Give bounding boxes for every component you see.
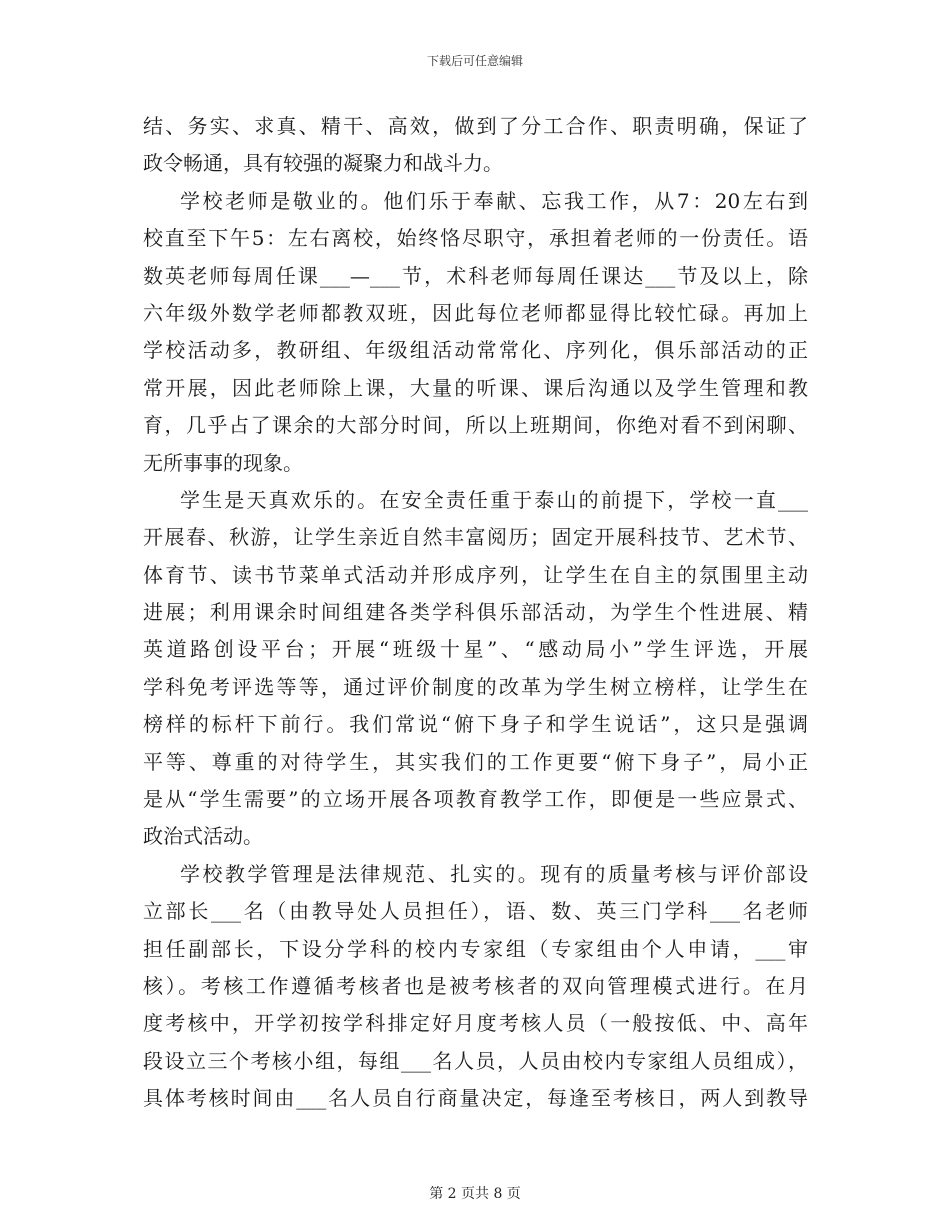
text-line: 学生是天真欢乐的。在安全责任重于泰山的前提下，学校一直___ — [180, 487, 808, 512]
text-line: 体育节、读书节菜单式活动并形成序列，让学生在自主的氛围里主动 — [143, 562, 808, 587]
text-line: 度考核中，开学初按学科排定好月度考核人员（一般按低、中、高年 — [143, 1011, 808, 1036]
text-line: 进展；利用课余时间组建各类学科俱乐部活动，为学生个性进展、精 — [143, 600, 808, 625]
text-line: 数英老师每周任课___—___节，术科老师每周任课达___节及以上，除 — [143, 263, 808, 288]
text-line: 平等、尊重的对待学生，其实我们的工作更要“俯下身子”，局小正 — [143, 749, 808, 774]
text-line: 学校教学管理是法律规范、扎实的。现有的质量考核与评价部设 — [180, 861, 808, 886]
text-line: 英道路创设平台；开展“班级十星”、“感动局小”学生评选，开展 — [143, 637, 808, 662]
text-line: 榜样的标杆下前行。我们常说“俯下身子和学生说话”，这只是强调 — [143, 712, 808, 737]
page-header: 下载后可任意编辑 — [426, 54, 523, 68]
page-footer: 第 2 页共 8 页 — [429, 1186, 521, 1202]
text-line: 六年级外数学老师都教双班，因此每位老师都显得比较忙碌。再加上 — [143, 300, 808, 325]
text-line: 立部长___名（由教导处人员担任），语、数、英三门学科___名老师 — [143, 899, 808, 924]
text-line: 段设立三个考核小组，每组___名人员，人员由校内专家组人员组成）， — [143, 1048, 808, 1073]
text-line: 学科免考评选等等，通过评价制度的改革为学生树立榜样，让学生在 — [143, 674, 808, 699]
text-line: 是从“学生需要”的立场开展各项教育教学工作，即便是一些应景式、 — [143, 787, 808, 812]
text-line: 无所事事的现象。 — [143, 450, 303, 475]
text-line: 政令畅通，具有较强的凝聚力和战斗力。 — [143, 151, 503, 176]
text-line: 结、务实、求真、精干、高效，做到了分工合作、职责明确，保证了 — [143, 114, 808, 138]
text-line: 政治式活动。 — [143, 824, 263, 849]
text-line: 学校老师是敬业的。他们乐于奉献、忘我工作，从7：20左右到 — [180, 188, 808, 213]
text-line: 育，几乎占了课余的大部分时间，所以上班期间，你绝对看不到闲聊、 — [143, 413, 808, 438]
text-line: 常开展，因此老师除上课，大量的听课、课后沟通以及学生管理和教 — [143, 375, 808, 400]
text-line: 核）。考核工作遵循考核者也是被考核者的双向管理模式进行。在月 — [143, 973, 808, 998]
document-body — [143, 108, 808, 1118]
text-line: 开展春、秋游，让学生亲近自然丰富阅历；固定开展科技节、艺术节、 — [143, 525, 808, 550]
text-line: 具体考核时间由___名人员自行商量决定，每逢至考核日，两人到教导 — [143, 1086, 808, 1111]
text-line: 校直至下午5：左右离校，始终恪尽职守，承担着老师的一份责任。语 — [143, 226, 808, 251]
text-line: 担任副部长，下设分学科的校内专家组（专家组由个人申请，___审 — [143, 936, 808, 961]
text-line: 学校活动多，教研组、年级组活动常常化、序列化，俱乐部活动的正 — [143, 338, 808, 363]
